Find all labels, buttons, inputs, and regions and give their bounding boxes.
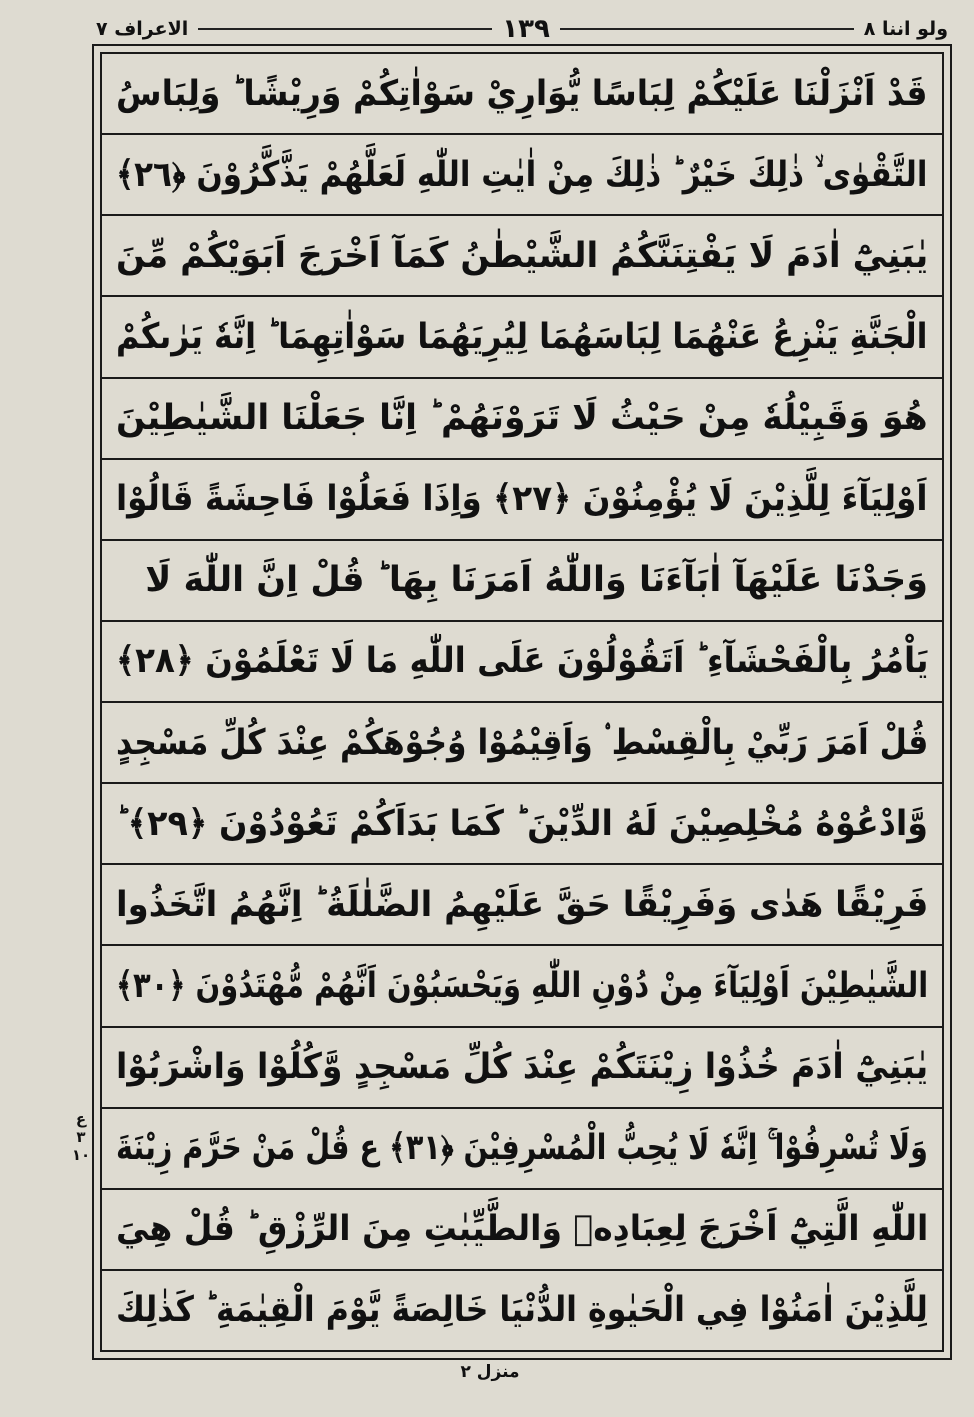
- verse-line: [102, 1109, 942, 1190]
- ruku-marker-number: ٣: [76, 1128, 86, 1146]
- verse-line-text: التَّقْوٰى ۙ ذٰلِكَ خَيْرٌ ؕ ذٰلِكَ مِنْ اٰيٰتِ اللّٰهِ لَعَلَّهُمْ يَذَّكَّرُوْنَ ﴿٢٦﴾: [116, 154, 929, 195]
- verse-line: [102, 297, 942, 378]
- verse-line: [102, 1271, 942, 1350]
- verse-line-text: الشَّيٰطِيْنَ اَوْلِيَآءَ مِنْ دُوْنِ اللّٰهِ وَيَحْسَبُوْنَ اَنَّهُمْ مُّهْتَدُوْنَ ﴿٣٠﴾: [115, 965, 929, 1006]
- verse-line: [102, 216, 942, 297]
- ruku-marker-count: ١٠: [71, 1146, 91, 1164]
- verse-line-text: قُلْ اَمَرَ رَبِّيْ بِالْقِسْطِ ۟ وَاَقِيْمُوْا وُجُوْهَكُمْ عِنْدَ كُلِّ مَسْجِدٍ: [115, 722, 928, 763]
- verse-line-text: اَوْلِيَآءَ لِلَّذِيْنَ لَا يُؤْمِنُوْنَ ﴿٢٧﴾ وَاِذَا فَعَلُوْا فَاحِشَةً قَالُوْا: [116, 479, 928, 520]
- ruku-marker-symbol: ع: [75, 1110, 87, 1128]
- verse-line-text: وَلَا تُسْرِفُوْا ۚ اِنَّهٗ لَا يُحِبُّ الْمُسْرِفِيْنَ ﴿٣١﴾ ع قُلْ مَنْ حَرَّمَ زِيْنَةَ: [116, 1128, 928, 1169]
- verse-line: [102, 541, 942, 622]
- verse-line-text: يٰبَنِيْٓ اٰدَمَ لَا يَفْتِنَنَّكُمُ الشَّيْطٰنُ كَمَآ اَخْرَجَ اَبَوَيْكُمْ مِّنَ: [115, 235, 928, 276]
- verse-line: [102, 1028, 942, 1109]
- manzil-footer: منزل ٢: [460, 1362, 520, 1382]
- surah-name: الاعراف ٧: [96, 18, 189, 40]
- verse-line: [102, 784, 942, 865]
- page-number: ١٣٩: [502, 14, 550, 44]
- verse-line: [102, 135, 942, 216]
- page-header: [96, 12, 948, 46]
- verse-line-text: اللّٰهِ الَّتِيْٓ اَخْرَجَ لِعِبَادِهٖ وَالطَّيِّبٰتِ مِنَ الرِّزْقِ ؕ قُلْ هِيَ: [115, 1209, 928, 1250]
- verse-line-text: يَاْمُرُ بِالْفَحْشَآءِ ؕ اَتَقُوْلُوْنَ عَلَى اللّٰهِ مَا لَا تَعْلَمُوْنَ ﴿٢٨﴾: [115, 641, 929, 682]
- ruku-marker: [70, 1110, 92, 1164]
- verse-line: [102, 379, 942, 460]
- header-rule: [198, 28, 492, 30]
- verse-line-text: الْجَنَّةِ يَنْزِعُ عَنْهُمَا لِبَاسَهُمَا لِيُرِيَهُمَا سَوْاٰتِهِمَا ؕ اِنَّهٗ يَرٰىكُمْ: [116, 316, 928, 357]
- verse-line-text: وَّادْعُوْهُ مُخْلِصِيْنَ لَهُ الدِّيْنَ ؕ كَمَا بَدَاَكُمْ تَعُوْدُوْنَ ﴿٢٩﴾ ؕ: [115, 803, 928, 844]
- text-block: [100, 52, 944, 1352]
- verse-line: [102, 1190, 942, 1271]
- page-frame: [92, 44, 952, 1360]
- header-rule: [560, 28, 854, 30]
- verse-line-text: قَدْ اَنْزَلْنَا عَلَيْكُمْ لِبَاسًا يُّوَارِيْ سَوْاٰتِكُمْ وَرِيْشًا ؕ وَلِبَاسُ: [116, 73, 928, 114]
- verse-line-text: هُوَ وَقَبِيْلُهٗ مِنْ حَيْثُ لَا تَرَوْنَهُمْ ؕ اِنَّا جَعَلْنَا الشَّيٰطِيْنَ: [116, 398, 928, 439]
- verse-line-text: يٰبَنِيْٓ اٰدَمَ خُذُوْا زِيْنَتَكُمْ عِنْدَ كُلِّ مَسْجِدٍ وَّكُلُوْا وَاشْرَبُوْا: [115, 1047, 928, 1088]
- verse-line: [102, 460, 942, 541]
- verse-line-text: وَجَدْنَا عَلَيْهَآ اٰبَآءَنَا وَاللّٰهُ اَمَرَنَا بِهَا ؕ قُلْ اِنَّ اللّٰهَ لَا: [145, 560, 928, 601]
- verse-line: [102, 622, 942, 703]
- verse-lines: [102, 54, 942, 1350]
- juz-name: ولو اننا ٨: [863, 18, 948, 40]
- verse-line: [102, 54, 942, 135]
- verse-line-text: لِلَّذِيْنَ اٰمَنُوْا فِي الْحَيٰوةِ الدُّنْيَا خَالِصَةً يَّوْمَ الْقِيٰمَةِ ؕ كَذٰلِكَ: [116, 1290, 928, 1331]
- verse-line: [102, 946, 942, 1027]
- verse-line-text: فَرِيْقًا هَدٰى وَفَرِيْقًا حَقَّ عَلَيْهِمُ الضَّلٰلَةُ ؕ اِنَّهُمُ اتَّخَذُوا: [115, 884, 928, 925]
- verse-line: [102, 865, 942, 946]
- verse-line: [102, 703, 942, 784]
